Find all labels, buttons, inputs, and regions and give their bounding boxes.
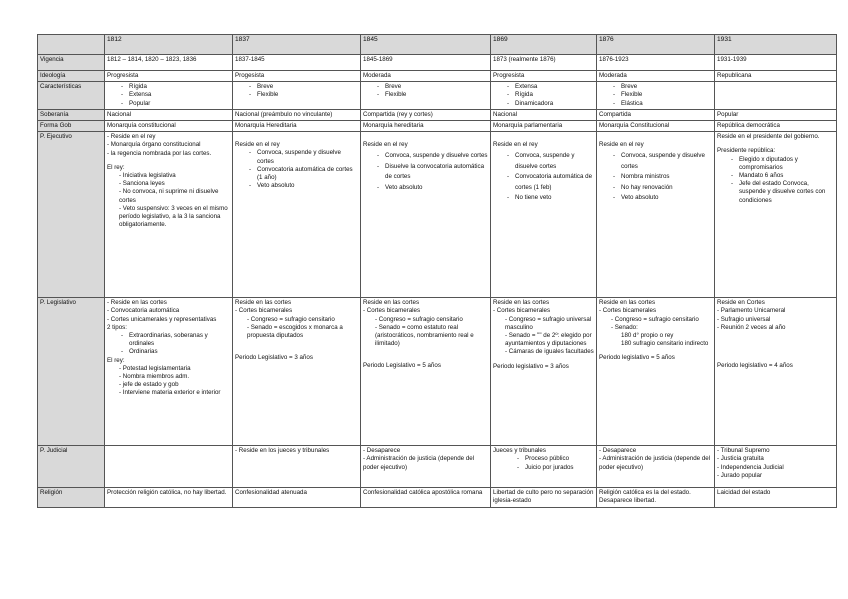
text-line: Presidente república: xyxy=(717,147,776,155)
list-item: 180 sufragio censitario indirecto xyxy=(621,340,709,348)
text-line: - Administración de justicia (depende del poder ejecutivo) xyxy=(363,455,475,471)
row-label: Vigencia xyxy=(38,55,105,71)
cell xyxy=(105,446,233,488)
list-item: - Mandato 6 años xyxy=(731,172,834,180)
list-item: - Senado = "" de 2º: elegido por ayuntamientos y diputaciones xyxy=(505,332,592,348)
text-line: - Cortes bicamerales xyxy=(493,307,551,315)
text-line: - Cortes unicamerales y representativas xyxy=(107,315,217,323)
list-item: - No hay renovación xyxy=(613,183,712,194)
list-item: - Rígida xyxy=(507,91,594,99)
cell: Popular xyxy=(715,109,837,120)
cell: 1873 (realmente 1876) xyxy=(491,55,597,71)
list-item: - Convoca, suspende y disuelve cortes xyxy=(507,151,594,172)
cell: 1931-1939 xyxy=(715,55,837,71)
list-item: - Dinamicadora xyxy=(507,100,594,108)
cell: 1812 – 1814, 1820 – 1823, 1836 xyxy=(105,55,233,71)
row-judicial xyxy=(38,446,837,488)
cell: 1845-1869 xyxy=(361,55,491,71)
list-item: - Convocatoria automática de cortes (1 año) xyxy=(249,166,358,182)
text-line: Reside en el rey xyxy=(493,141,538,149)
cell: 1837-1845 xyxy=(233,55,361,71)
cell xyxy=(233,82,361,110)
list-item: - Congreso = sufragio censitario xyxy=(247,315,335,323)
list-item: - Veto absoluto xyxy=(249,182,358,190)
cell: Nacional xyxy=(105,109,233,120)
list-item: - Jefe del estado Convoca, suspende y disuelve cortes con condiciones xyxy=(731,180,834,205)
list-item: - Convocatoria automática de cortes (1 feb) xyxy=(507,172,594,193)
list-item: - Iniciativa legislativa xyxy=(119,172,176,180)
text-line: - Tribunal Supremo xyxy=(717,447,770,455)
corner-cell xyxy=(38,35,105,55)
text-line: Reside en las cortes xyxy=(599,299,656,307)
text-line: - Jurado popular xyxy=(717,471,763,479)
list-item: - Breve xyxy=(249,83,358,91)
row-label: P. Judicial xyxy=(38,446,105,488)
list-item: - Breve xyxy=(613,83,712,91)
text-line: - Justicia gratuita xyxy=(717,455,764,463)
cell xyxy=(233,298,361,446)
list-item: - Ordinarias xyxy=(121,348,230,356)
text-line: Periodo Legislativo = 5 años xyxy=(363,362,441,370)
list-item: - Disuelve la convocatoria automática de cortes xyxy=(377,162,488,183)
row-label: Ideología xyxy=(38,71,105,82)
cell: Progesista xyxy=(233,71,361,82)
text-line: - Cortes bicamerales xyxy=(235,307,293,315)
list-item: - No convoca, ni suprime ni disuelve cortes xyxy=(119,188,219,204)
list-item: - Veto suspensivo: 3 veces en el mismo período legislativo, a la 3 la sanciona obligatoriamente. xyxy=(119,204,228,229)
text-line: - Convocatoria automática xyxy=(107,307,180,315)
cell: Monarquía Constitucional xyxy=(597,121,715,132)
list-item: - Senado = escogidos x monarca a propuesta diputados xyxy=(247,323,343,340)
row-label: Forma Gob xyxy=(38,121,105,132)
cell: Compartida (rey y cortes) xyxy=(361,109,491,120)
text-line: - Reside en las cortes xyxy=(107,299,167,307)
cell: República democrática xyxy=(715,121,837,132)
cell: Confesionalidad atenuada xyxy=(233,488,361,508)
cell xyxy=(233,132,361,298)
text-line: - Administración de justicia (depende del poder ejecutivo) xyxy=(599,455,711,471)
list-item: - Rígida xyxy=(121,83,230,91)
list-item: - Elástica xyxy=(613,100,712,108)
row-soberania xyxy=(38,109,837,120)
year-1931: 1931 xyxy=(715,35,837,55)
constitutions-table xyxy=(37,34,837,508)
year-1876: 1876 xyxy=(597,35,715,55)
list-item: - Nombra ministros xyxy=(613,172,712,183)
list-item: - Congreso = sufragio censitario xyxy=(611,315,699,323)
row-ideologia xyxy=(38,71,837,82)
list-item: - Extensa xyxy=(507,83,594,91)
text-line: Reside en el rey xyxy=(235,141,280,149)
text-line: - Reunión 2 veces al año xyxy=(717,323,786,331)
row-forma-gob xyxy=(38,121,837,132)
cell xyxy=(715,132,837,298)
list-item: - Convoca, suspende y disuelve cortes xyxy=(377,151,488,162)
row-caracteristicas xyxy=(38,82,837,110)
cell: Moderada xyxy=(597,71,715,82)
list-item: - Flexible xyxy=(613,91,712,99)
cell xyxy=(105,132,233,298)
row-ejecutivo xyxy=(38,132,837,298)
cell xyxy=(361,82,491,110)
list-item: - Veto absoluto xyxy=(613,193,712,204)
cell: Compartida xyxy=(597,109,715,120)
cell xyxy=(715,82,837,110)
text-line: El rey: xyxy=(107,356,125,364)
cell xyxy=(361,446,491,488)
list-item: - Convoca, suspende y disuelve cortes xyxy=(613,151,712,172)
cell: Nacional xyxy=(491,109,597,120)
cell xyxy=(491,446,597,488)
cell xyxy=(597,132,715,298)
list-item: - Nombra miembros adm. xyxy=(119,373,190,381)
text-line: Reside en las cortes xyxy=(493,299,550,307)
cell: Protección religión católica, no hay libertad. xyxy=(105,488,233,508)
text-line: Reside en el presidente del gobierno. xyxy=(717,133,820,141)
cell xyxy=(491,82,597,110)
text-line: - Cortes bicamerales xyxy=(599,307,657,315)
cell: Laicidad del estado xyxy=(715,488,837,508)
cell: Libertad de culto pero no separación iglesia-estado xyxy=(491,488,597,508)
list-item: - Proceso público xyxy=(517,455,594,463)
text-line: Jueces y tribunales xyxy=(493,447,546,455)
list-item: - Senado = como estatuto real (aristocráticos, nombramiento real e ilimitado) xyxy=(375,323,474,348)
cell: 1876-1923 xyxy=(597,55,715,71)
list-item: - Sanciona leyes xyxy=(119,180,165,188)
text-line: 2 tipos: xyxy=(107,323,127,331)
row-label: P. Ejecutivo xyxy=(38,132,105,298)
list-item: - Juicio por jurados xyxy=(517,464,594,472)
list-item: - No tiene veto xyxy=(507,193,594,204)
row-legislativo xyxy=(38,298,837,446)
list-item: - Extraordinarias, soberanas y ordinales xyxy=(121,332,230,348)
cell xyxy=(361,132,491,298)
cell: Monarquía parlamentaria xyxy=(491,121,597,132)
row-label: Soberanía xyxy=(38,109,105,120)
cell xyxy=(491,132,597,298)
year-1845: 1845 xyxy=(361,35,491,55)
cell: Monarquía constitucional xyxy=(105,121,233,132)
list-item: - Convoca, suspende y disuelve cortes xyxy=(249,149,358,165)
text-line: Periodo Legislativo = 3 años xyxy=(235,354,313,362)
text-line: El rey: xyxy=(107,163,125,171)
list-item: - Congreso = sufragio censitario xyxy=(375,315,463,323)
cell: Nacional (preámbulo no vinculante) xyxy=(233,109,361,120)
list-item: - Senado: xyxy=(611,323,638,331)
row-label: Características xyxy=(38,82,105,110)
cell: Monarquía hereditaria xyxy=(361,121,491,132)
text-line: - la regencia nombrada por las cortes. xyxy=(107,149,212,157)
list-item: - Veto absoluto xyxy=(377,183,488,194)
text-line: - Monarquía órgano constitucional xyxy=(107,141,201,149)
cell xyxy=(715,298,837,446)
text-line: - Parlamento Unicameral xyxy=(717,307,786,315)
list-item: - Popular xyxy=(121,100,230,108)
text-line: Reside en Cortes xyxy=(717,299,765,307)
text-line: Periodo legislativo = 5 años xyxy=(599,354,675,362)
list-item: - jefe de estado y gob xyxy=(119,381,179,389)
list-item: - Elegido x diputados y compromisarios xyxy=(731,156,834,172)
cell: Moderada xyxy=(361,71,491,82)
text-line: - Reside en el rey xyxy=(107,133,156,141)
text-line: Periodo legislativo = 4 años xyxy=(717,362,793,370)
cell xyxy=(105,82,233,110)
year-1837: 1837 xyxy=(233,35,361,55)
text-line: - Sufragio universal xyxy=(717,315,771,323)
list-item: - Extensa xyxy=(121,91,230,99)
text-line: Reside en las cortes xyxy=(363,299,420,307)
row-vigencia xyxy=(38,55,837,71)
cell: Religión católica es la del estado. Desaparece libertad. xyxy=(597,488,715,508)
text-line: Reside en las cortes xyxy=(235,299,292,307)
row-label: P. Legislativo xyxy=(38,298,105,446)
cell xyxy=(597,446,715,488)
text-line: Reside en el rey xyxy=(363,141,408,149)
text-line: - Cortes bicamerales xyxy=(363,307,421,315)
cell: Progresista xyxy=(105,71,233,82)
list-item: - Flexible xyxy=(249,91,358,99)
text-line: - Desaparece xyxy=(599,447,637,455)
cell xyxy=(105,298,233,446)
cell: Confesionalidad católica apostólica romana xyxy=(361,488,491,508)
list-item: - Breve xyxy=(377,83,488,91)
text-line: - Independencia Judicial xyxy=(717,463,784,471)
list-item: - Interviene materia exterior e interior xyxy=(119,389,221,397)
row-label: Religión xyxy=(38,488,105,508)
list-item: - Flexible xyxy=(377,91,488,99)
year-1869: 1869 xyxy=(491,35,597,55)
cell: Monarquía Hereditaria xyxy=(233,121,361,132)
list-item: 180 d° propio o rey xyxy=(621,332,674,340)
cell: Republicana xyxy=(715,71,837,82)
list-item: - Potestad legislamentaria xyxy=(119,364,191,372)
cell xyxy=(597,82,715,110)
cell xyxy=(715,446,837,488)
year-1812: 1812 xyxy=(105,35,233,55)
cell xyxy=(491,298,597,446)
header-row xyxy=(38,35,837,55)
cell xyxy=(597,298,715,446)
list-item: - Congreso = sufragio universal masculino xyxy=(505,315,592,331)
text-line: Periodo legislativo = 3 años xyxy=(493,362,569,370)
cell: - Reside en los jueces y tribunales xyxy=(233,446,361,488)
list-item: - Cámaras de iguales facultades xyxy=(505,348,594,356)
row-religion xyxy=(38,488,837,508)
text-line: - Desaparece xyxy=(363,447,401,455)
text-line: Reside en el rey xyxy=(599,141,644,149)
cell: Progresista xyxy=(491,71,597,82)
cell xyxy=(361,298,491,446)
